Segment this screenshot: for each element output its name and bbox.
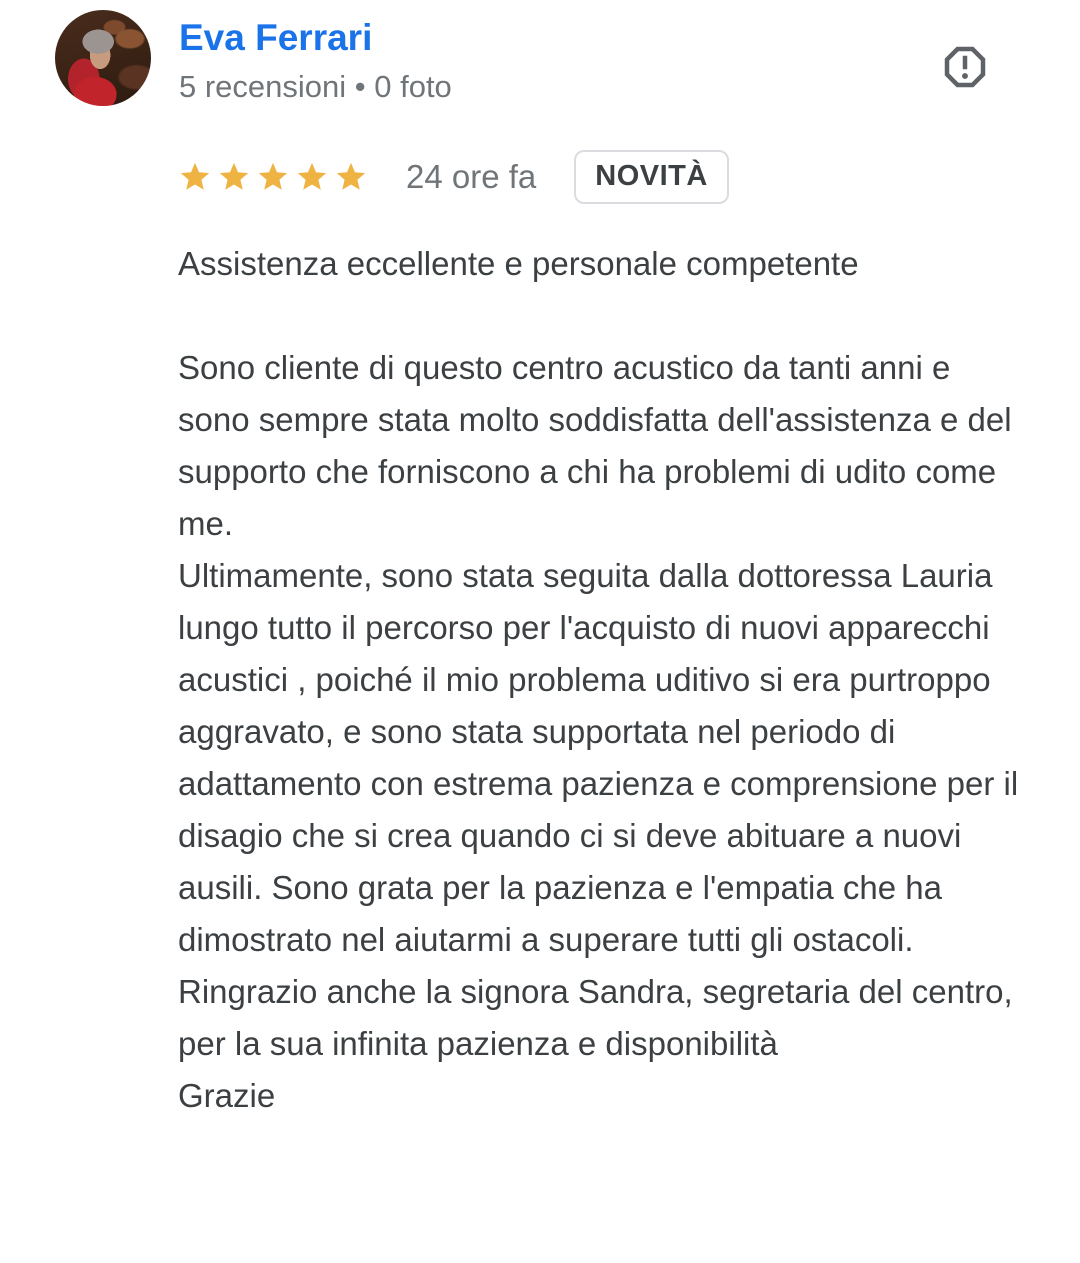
review-author-header[interactable] xyxy=(55,10,1020,106)
star-icon xyxy=(334,160,368,194)
review-title: Assistenza eccellente e personale competente xyxy=(178,245,859,282)
new-review-badge: NOVITÀ xyxy=(574,150,729,204)
author-name[interactable]: Eva Ferrari xyxy=(179,17,373,58)
author-meta: 5 recensioni • 0 foto xyxy=(179,69,452,104)
review-paragraph: Sono cliente di questo centro acustico da tanti anni e sono sempre stata molto soddisfatta dell'assistenza e del supporto che forniscono a chi ha problemi di udito come me. xyxy=(178,349,1012,542)
star-icon xyxy=(256,160,290,194)
star-icon xyxy=(295,160,329,194)
report-icon xyxy=(938,40,992,94)
avatar[interactable] xyxy=(55,10,151,106)
rating-row xyxy=(178,148,1020,206)
review-time-ago: 24 ore fa xyxy=(406,158,537,195)
star-icon xyxy=(217,160,251,194)
review-paragraph: Grazie xyxy=(178,1077,276,1114)
star-rating xyxy=(178,160,368,194)
review-content xyxy=(178,148,1020,1122)
review-paragraph: Ringrazio anche la signora Sandra, segretaria del centro, per la sua infinita pazienza e disponibilità xyxy=(178,973,1013,1062)
star-icon xyxy=(178,160,212,194)
review-paragraph: Ultimamente, sono stata seguita dalla dottoressa Lauria lungo tutto il percorso per l'acquisto di nuovi apparecchi acustici , poiché il mio problema uditivo si era purtroppo aggravato, e sono stata supportata nel periodo di adattamento con estrema pazienza e comprensione per il disagio che si crea quando ci si deve abituare a nuovi ausili. Sono grata per la pazienza e l'empatia che ha dimostrato nel aiutarmi a superare tutti gli ostacoli. xyxy=(178,557,1019,958)
author-info xyxy=(179,10,452,106)
report-review-button[interactable] xyxy=(938,40,992,94)
review-body-text xyxy=(178,342,1023,1122)
